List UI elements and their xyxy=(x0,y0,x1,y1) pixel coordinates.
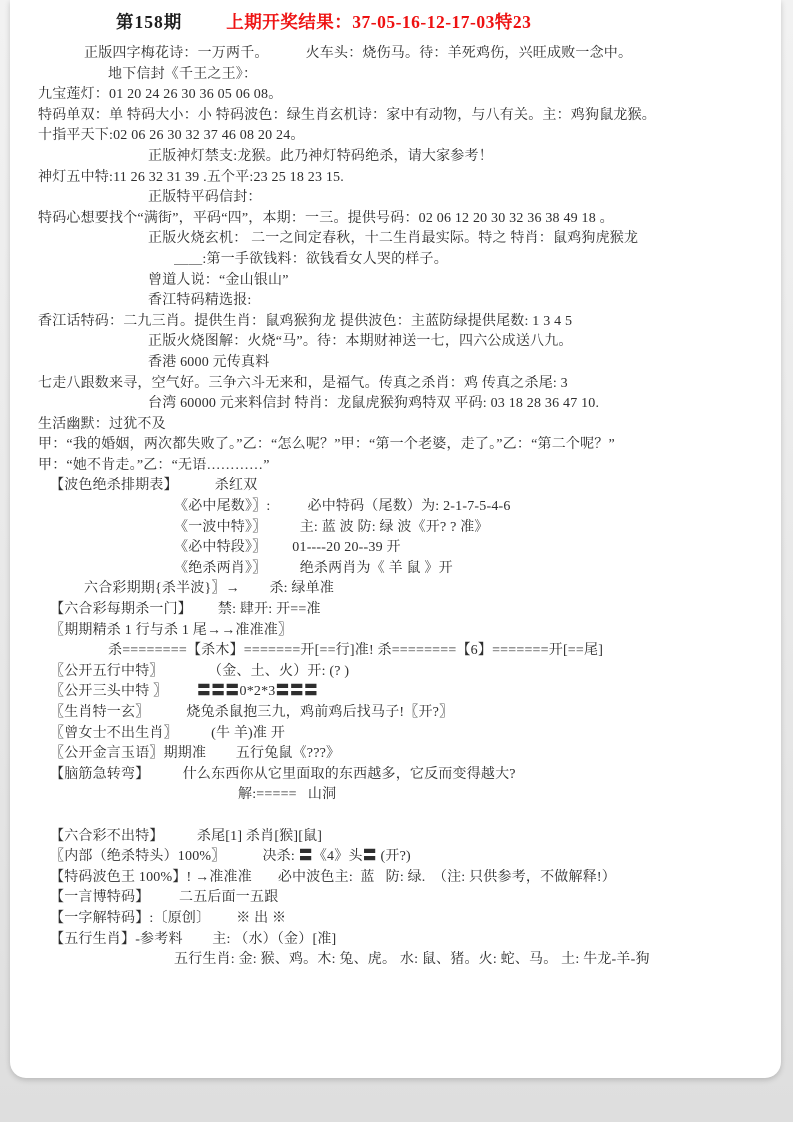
previous-draw-result: 上期开奖结果：37-05-16-12-17-03特23 xyxy=(226,12,532,32)
sheet-header xyxy=(38,10,763,34)
text-line: 七走八跟数来寻，空气好。三争六斗无来和，是福气。传真之杀肖：鸡 传真之杀尾: 3 xyxy=(38,375,568,391)
text-line: 〖生肖特一玄〗 烧兔杀鼠抱三九，鸡前鸡后找马子!〖开?〗 xyxy=(50,705,454,720)
text-line: 杀========【杀木】=======开[==行]准! 杀========【6】=======开[==尾] xyxy=(108,643,604,659)
text-line: 〖曾女士不出生肖〗 (牛 羊)准 开 xyxy=(50,725,286,741)
text-line: 正版神灯禁支:龙猴。此乃神灯特码绝杀，请大家参考！ xyxy=(148,148,493,164)
issue-number: 第158期 xyxy=(116,12,183,32)
text-line: 香港 6000 元传真料 xyxy=(148,354,270,370)
text-line: 甲：“她不肯走。”乙：“无语…………” xyxy=(38,457,270,473)
text-line: 九宝莲灯：01 20 24 26 30 36 05 06 08。 xyxy=(38,87,283,103)
text-line: 【脑筋急转弯】 什么东西你从它里面取的东西越多，它反而变得越大? xyxy=(50,766,516,782)
text-line: 台湾 60000 元来料信封 特肖：龙鼠虎猴狗鸡特双 平码: 03 18 28 36 47 10. xyxy=(148,396,600,412)
text-line: 【六合彩不出特】 杀尾[1] 杀肖[猴][鼠] xyxy=(50,828,323,844)
text-line: 【波色绝杀排期表】 杀红双 xyxy=(50,478,258,494)
text-line: 【一言博特码】 二五后面一五跟 xyxy=(50,890,279,906)
text-line: 神灯五中特:11 26 32 31 39 .五个平:23 25 18 23 15. xyxy=(38,169,344,185)
text-line: 香江特码精选报: xyxy=(148,293,252,309)
text-line: 六合彩期期{杀半波}〗→ 杀: 绿单准 xyxy=(84,581,335,597)
text-line: 〖公开五行中特〗 （金、土、火）开: (? ) xyxy=(50,663,350,679)
lottery-tip-sheet-page xyxy=(10,0,781,1078)
text-line: 正版特平码信封： xyxy=(148,190,262,206)
text-line: 特码心想要找个“满街”，平码“四”，本期：一三。提供号码：02 06 12 20 30 32 36 38 49 18 。 xyxy=(38,210,614,226)
text-line: 曾道人说：“金山银山” xyxy=(148,272,289,288)
text-line: 《一波中特》〗 主: 蓝 波 防: 绿 波《开? ? 准》 xyxy=(174,519,489,535)
text-line: 〖内部（绝杀特头）100%〗 决杀: 〓《4》头〓 (开?) xyxy=(50,849,411,865)
text-line: 〖公开金言玉语〗期期准 五行兔鼠《???》 xyxy=(50,746,341,762)
text-line: 正版火烧图解：火烧“马”。待：本期财神送一七，四六公成送八九。 xyxy=(148,334,573,350)
text-line: 香江话特码：二九三肖。提供生肖：鼠鸡猴狗龙 提供波色：主蓝防绿提供尾数: 1 3 4 5 xyxy=(38,313,573,329)
text-line: 《必中尾数》〗: 必中特码（尾数）为: 2-1-7-5-4-6 xyxy=(174,499,511,515)
text-line: 【特码波色王 100%】! →准准准 必中波色主: 蓝 防: 绿. （注: 只供参考，不做解释!） xyxy=(50,869,616,885)
text-line: 【五行生肖】-参考料 主: （水）（金）[准] xyxy=(50,931,337,947)
text-line: 〖期期精杀 1 行与杀 1 尾→→准准准〗 xyxy=(50,622,293,638)
text-line: 《必中特段》〗 01----20 20--39 开 xyxy=(174,540,401,556)
text-line: 【一字解特码】:〔原创〕 ※ 出 ※ xyxy=(50,910,287,926)
text-line: 解:===== 山洞 xyxy=(238,787,337,803)
text-line: 十指平天下:02 06 26 30 32 37 46 08 20 24。 xyxy=(38,128,305,144)
text-line: 【六合彩每期杀一门】 禁: 肆开: 开==准 xyxy=(50,602,321,618)
text-line: 甲：“我的婚姻，两次都失败了。”乙：“怎么呢？”甲：“第一个老婆，走了。”乙：“第二个呢？” xyxy=(38,437,615,453)
text-line xyxy=(38,806,763,827)
text-line: 〖公开三头中特 〗 〓〓〓0*2*3〓〓〓 xyxy=(50,684,319,700)
text-line: 五行生肖: 金: 猴、鸡。木: 兔、虎。 水: 鼠、猪。火: 蛇、马。 土: 牛龙-羊-狗 xyxy=(174,952,650,968)
text-line: 生活幽默：过犹不及 xyxy=(38,416,166,432)
text-line: 正版四字梅花诗：一万两千。 火车头：烧伤马。待：羊死鸡伤，兴旺成败一念中。 xyxy=(84,46,633,61)
text-line: 特码单双：单 特码大小：小 特码波色：绿生肖玄机诗：家中有动物，与八有关。主：鸡狗鼠龙猴。 xyxy=(38,107,656,123)
text-line: 正版火烧玄机： 二一之间定春秋，十二生肖最实际。特之 特肖：鼠鸡狗虎猴龙 xyxy=(148,231,639,247)
text-line: 地下信封《千王之王》： xyxy=(108,66,258,82)
text-line: ＿＿:第一手欲钱料：欲钱看女人哭的样子。 xyxy=(174,251,448,267)
text-line: 《绝杀两肖》〗 绝杀两肖为《 羊 鼠 》开 xyxy=(174,560,453,576)
document-lines xyxy=(38,44,763,971)
